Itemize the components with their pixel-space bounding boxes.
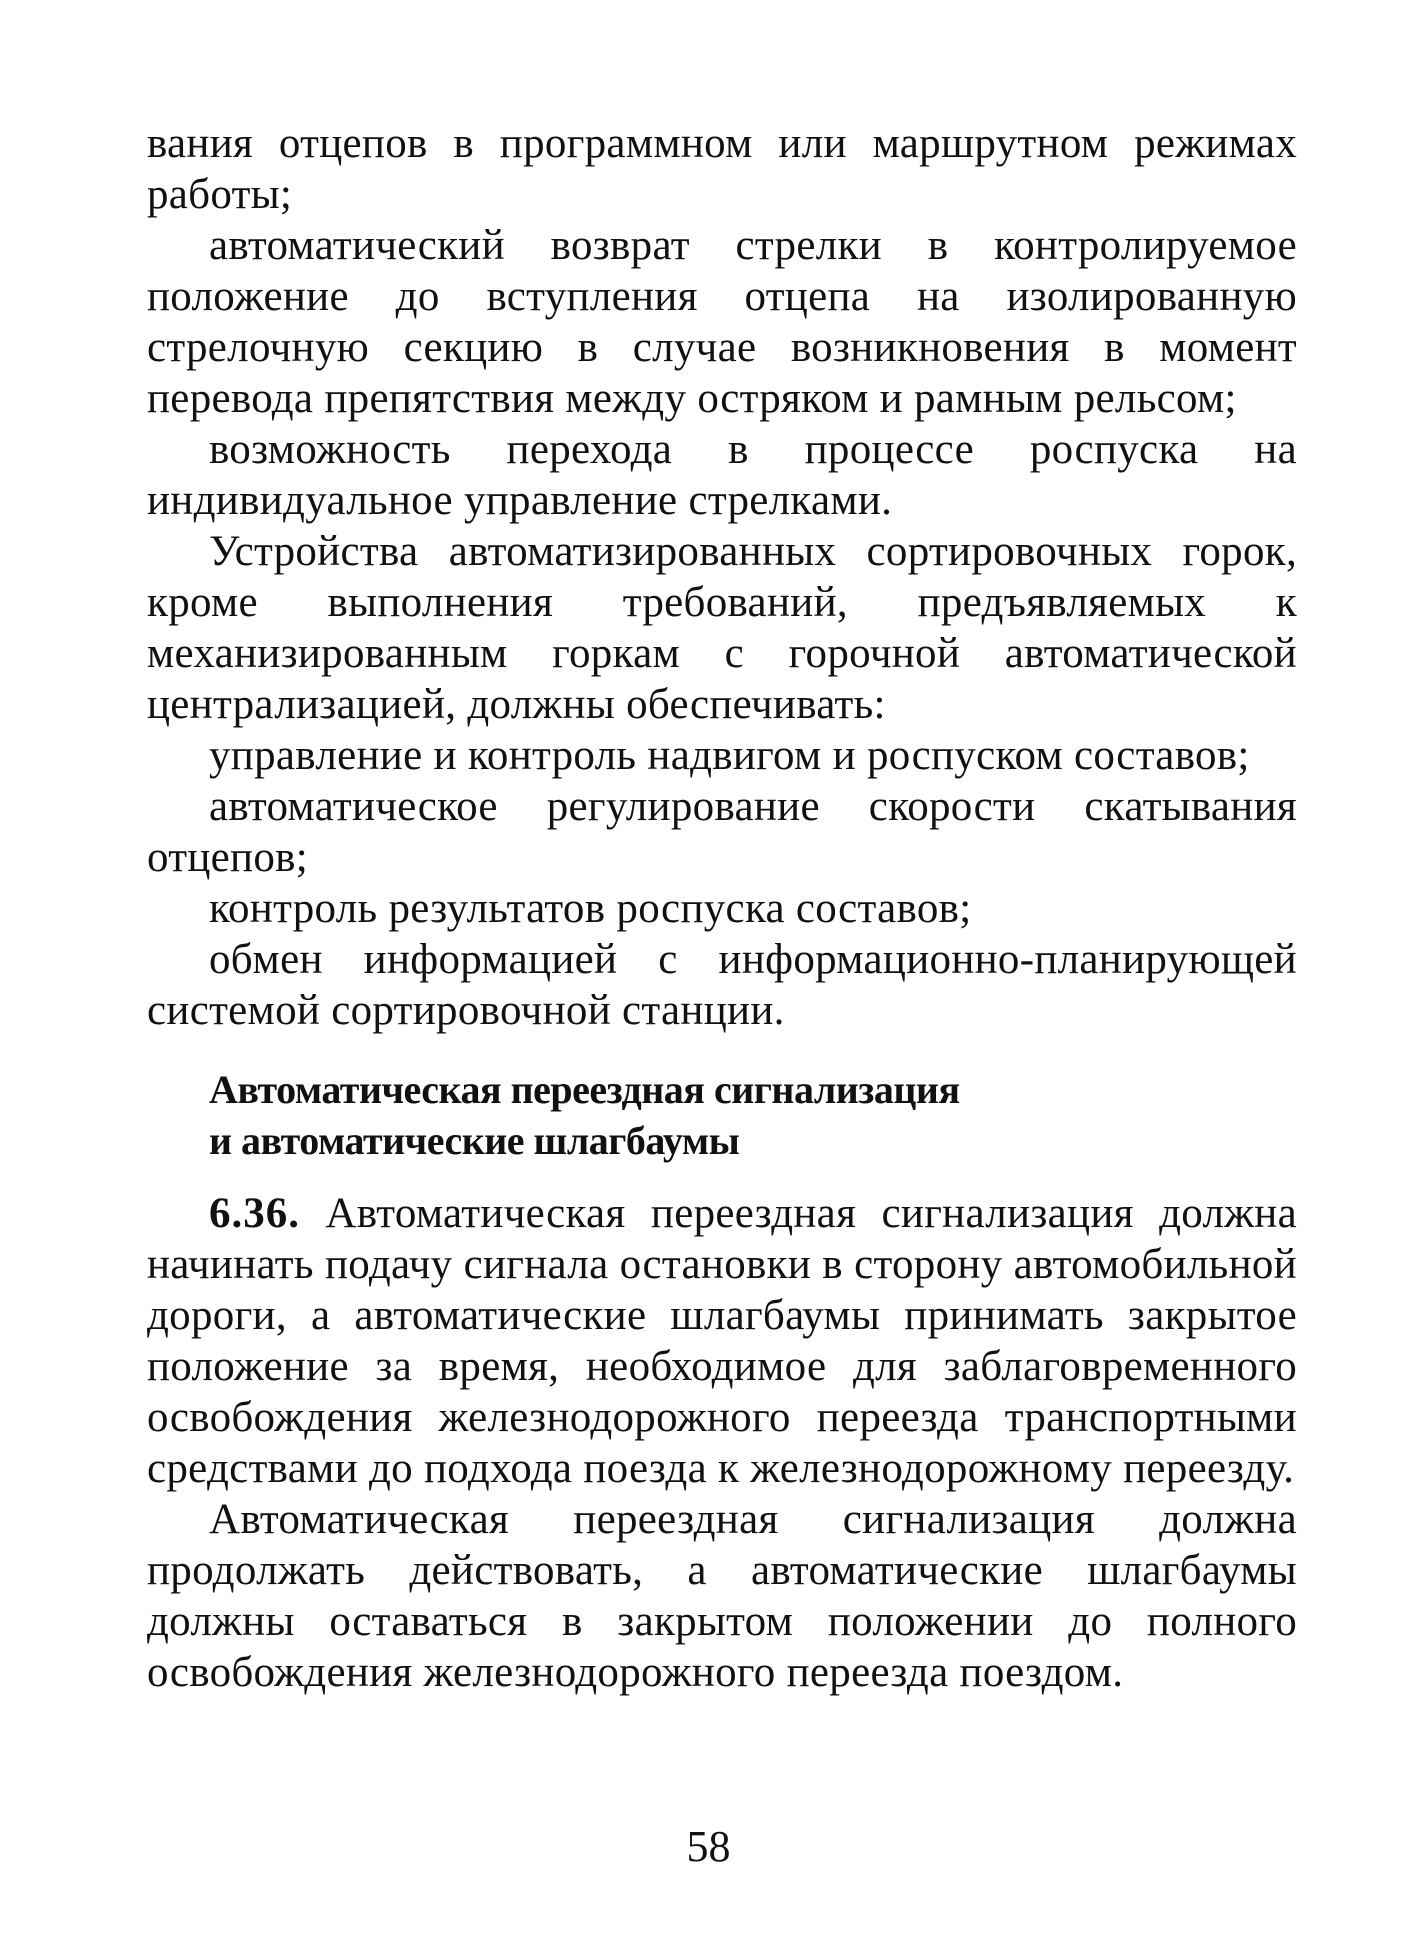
clause-number: 6.36. <box>209 1190 300 1237</box>
page-number: 58 <box>686 1822 731 1871</box>
page-body <box>147 118 1297 1698</box>
section-heading <box>147 1064 1297 1166</box>
paragraph-6: автоматическое регулирование скорости скатывания отцепов; <box>147 783 1297 881</box>
paragraph-2: автоматический возврат стрелки в контролируемое положение до вступления отцепа на изолированную стрелочную секцию в случае возникновения в момент перевода препятствия между остряком и рамным рельсом; <box>147 222 1297 422</box>
paragraph-5: управление и контроль надвигом и роспуском составов; <box>209 732 1250 779</box>
paragraph-4: Устройства автоматизированных сортировочных горок, кроме выполнения требований, предъявляемых к механизированным горкам с горочной автоматической централизацией, должны обеспечивать: <box>147 528 1297 728</box>
paragraph-8: обмен информацией с информационно-планирующей системой сортировочной станции. <box>147 936 1297 1034</box>
clause-text: Автоматическая переездная сигнализация должна начинать подачу сигнала остановки в сторону автомобильной дороги, а автоматические шлагбаумы принимать закрытое положение за время, необходимое для заблаговременного освобождения железнодорожного переезда транспортными средствами до подхода поезда к железнодорожному переезду. <box>147 1190 1297 1492</box>
paragraph-3: возможность перехода в процессе роспуска на индивидуальное управление стрелками. <box>147 426 1297 524</box>
section-heading-line-1: Автоматическая переездная сигнализация <box>209 1067 960 1112</box>
clause-6-36 <box>147 1188 1297 1494</box>
section-heading-line-2: и автоматические шлагбаумы <box>209 1118 740 1163</box>
paragraph-1: вания отцепов в программном или маршрутном режимах работы; <box>147 120 1297 218</box>
paragraph-last: Автоматическая переездная сигнализация должна продолжать действовать, а автоматические шлагбаумы должны оставаться в закрытом положении до полного освобождения железнодорожного переезда поездом. <box>147 1496 1297 1696</box>
paragraph-7: контроль результатов роспуска составов; <box>209 885 972 932</box>
